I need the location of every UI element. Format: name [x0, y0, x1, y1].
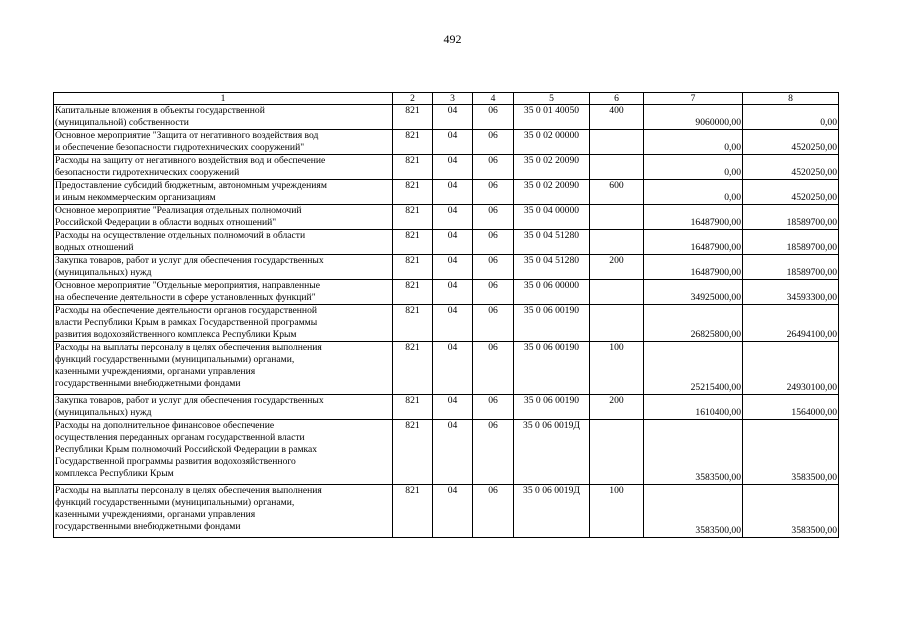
column-header-4: 4	[473, 93, 514, 105]
row-expense-type-cell	[590, 305, 644, 342]
row-amount-col8-cell: 4520250,00	[743, 130, 839, 155]
row-target-article-cell: 35 0 06 0019Д	[514, 420, 590, 485]
table-row	[54, 255, 839, 280]
row-name-cell: Закупка товаров, работ и услуг для обеспечения государственных (муниципальных) нужд	[54, 395, 393, 420]
row-target-article-cell: 35 0 04 51280	[514, 255, 590, 280]
row-amount-col7-cell: 0,00	[644, 130, 743, 155]
row-subsection-cell: 06	[473, 280, 514, 305]
row-section-cell: 04	[433, 205, 473, 230]
row-gr-code-cell: 821	[393, 395, 433, 420]
row-amount-col8-cell: 24930100,00	[743, 342, 839, 395]
row-amount-col7-cell: 34925000,00	[644, 280, 743, 305]
row-section-cell: 04	[433, 485, 473, 538]
row-amount-col7-cell: 16487900,00	[644, 230, 743, 255]
row-name-cell: Капитальные вложения в объекты государственной (муниципальной) собственности	[54, 105, 393, 130]
column-header-2: 2	[393, 93, 433, 105]
row-amount-col7-cell: 9060000,00	[644, 105, 743, 130]
row-subsection-cell: 06	[473, 180, 514, 205]
row-gr-code-cell: 821	[393, 255, 433, 280]
table-body	[54, 105, 839, 538]
row-amount-col7-cell: 3583500,00	[644, 420, 743, 485]
row-name-cell: Основное мероприятие "Защита от негативного воздействия вод и обеспечение безопасности гидротехнических сооружений"	[54, 130, 393, 155]
row-subsection-cell: 06	[473, 130, 514, 155]
table-row	[54, 155, 839, 180]
table-row	[54, 305, 839, 342]
row-expense-type-cell	[590, 280, 644, 305]
row-expense-type-cell	[590, 130, 644, 155]
row-amount-col8-cell: 4520250,00	[743, 180, 839, 205]
row-name-cell: Расходы на осуществление отдельных полномочий в области водных отношений	[54, 230, 393, 255]
row-section-cell: 04	[433, 420, 473, 485]
row-expense-type-cell	[590, 230, 644, 255]
row-expense-type-cell	[590, 420, 644, 485]
column-header-3: 3	[433, 93, 473, 105]
row-gr-code-cell: 821	[393, 342, 433, 395]
row-target-article-cell: 35 0 02 00000	[514, 130, 590, 155]
column-header-7: 7	[644, 93, 743, 105]
row-gr-code-cell: 821	[393, 230, 433, 255]
row-gr-code-cell: 821	[393, 305, 433, 342]
row-expense-type-cell: 600	[590, 180, 644, 205]
row-expense-type-cell: 100	[590, 485, 644, 538]
row-target-article-cell: 35 0 04 51280	[514, 230, 590, 255]
row-subsection-cell: 06	[473, 420, 514, 485]
row-name-cell: Расходы на дополнительное финансовое обеспечение осуществления переданных органам государственной власти Республики Крым полномочий Российской Федерации в рамках Государственной программы развития водохозяйственного комплекса Республики Крым	[54, 420, 393, 485]
row-expense-type-cell: 100	[590, 342, 644, 395]
table-row	[54, 420, 839, 485]
row-amount-col8-cell: 3583500,00	[743, 485, 839, 538]
row-subsection-cell: 06	[473, 305, 514, 342]
row-amount-col7-cell: 0,00	[644, 180, 743, 205]
row-subsection-cell: 06	[473, 105, 514, 130]
row-target-article-cell: 35 0 06 00190	[514, 342, 590, 395]
column-header-1: 1	[54, 93, 393, 105]
row-subsection-cell: 06	[473, 342, 514, 395]
row-name-cell: Расходы на выплаты персоналу в целях обеспечения выполнения функций государственными (муниципальными) органами, казенными учреждениями, органами управления государственными внебюджетными фондами	[54, 485, 393, 538]
row-target-article-cell: 35 0 04 00000	[514, 205, 590, 230]
row-section-cell: 04	[433, 342, 473, 395]
row-amount-col7-cell: 16487900,00	[644, 255, 743, 280]
row-expense-type-cell: 200	[590, 395, 644, 420]
row-amount-col8-cell: 26494100,00	[743, 305, 839, 342]
row-subsection-cell: 06	[473, 155, 514, 180]
row-expense-type-cell	[590, 205, 644, 230]
row-gr-code-cell: 821	[393, 105, 433, 130]
row-section-cell: 04	[433, 395, 473, 420]
row-target-article-cell: 35 0 06 0019Д	[514, 485, 590, 538]
row-name-cell: Основное мероприятие "Реализация отдельных полномочий Российской Федерации в области водных отношений"	[54, 205, 393, 230]
row-section-cell: 04	[433, 105, 473, 130]
row-amount-col8-cell: 3583500,00	[743, 420, 839, 485]
row-target-article-cell: 35 0 06 00190	[514, 305, 590, 342]
row-name-cell: Основное мероприятие "Отдельные мероприятия, направленные на обеспечение деятельности в сфере установленных функций"	[54, 280, 393, 305]
row-section-cell: 04	[433, 180, 473, 205]
row-amount-col8-cell: 18589700,00	[743, 255, 839, 280]
row-section-cell: 04	[433, 130, 473, 155]
row-amount-col8-cell: 0,00	[743, 105, 839, 130]
page-number: 492	[443, 32, 462, 46]
row-gr-code-cell: 821	[393, 280, 433, 305]
row-target-article-cell: 35 0 02 20090	[514, 180, 590, 205]
row-amount-col8-cell: 4520250,00	[743, 155, 839, 180]
column-header-8: 8	[743, 93, 839, 105]
row-amount-col8-cell: 18589700,00	[743, 230, 839, 255]
table-row	[54, 130, 839, 155]
row-gr-code-cell: 821	[393, 130, 433, 155]
row-target-article-cell: 35 0 06 00190	[514, 395, 590, 420]
row-name-cell: Закупка товаров, работ и услуг для обеспечения государственных (муниципальных) нужд	[54, 255, 393, 280]
row-subsection-cell: 06	[473, 230, 514, 255]
row-amount-col7-cell: 0,00	[644, 155, 743, 180]
row-section-cell: 04	[433, 255, 473, 280]
row-subsection-cell: 06	[473, 485, 514, 538]
row-subsection-cell: 06	[473, 395, 514, 420]
row-amount-col8-cell: 18589700,00	[743, 205, 839, 230]
row-section-cell: 04	[433, 230, 473, 255]
row-name-cell: Предоставление субсидий бюджетным, автономным учреждениям и иным некоммерческим организациям	[54, 180, 393, 205]
row-name-cell: Расходы на защиту от негативного воздействия вод и обеспечение безопасности гидротехнических сооружений	[54, 155, 393, 180]
row-amount-col7-cell: 25215400,00	[644, 342, 743, 395]
row-amount-col8-cell: 34593300,00	[743, 280, 839, 305]
row-target-article-cell: 35 0 02 20090	[514, 155, 590, 180]
table-header-row	[54, 93, 839, 105]
row-amount-col7-cell: 16487900,00	[644, 205, 743, 230]
row-expense-type-cell: 200	[590, 255, 644, 280]
column-header-6: 6	[590, 93, 644, 105]
row-gr-code-cell: 821	[393, 155, 433, 180]
table-row	[54, 105, 839, 130]
table-row	[54, 395, 839, 420]
row-gr-code-cell: 821	[393, 420, 433, 485]
row-name-cell: Расходы на выплаты персоналу в целях обеспечения выполнения функций государственными (муниципальными) органами, казенными учреждениями, органами управления государственными внебюджетными фондами	[54, 342, 393, 395]
row-amount-col7-cell: 1610400,00	[644, 395, 743, 420]
row-subsection-cell: 06	[473, 255, 514, 280]
row-section-cell: 04	[433, 155, 473, 180]
column-header-5: 5	[514, 93, 590, 105]
row-gr-code-cell: 821	[393, 205, 433, 230]
row-expense-type-cell	[590, 155, 644, 180]
table-row	[54, 280, 839, 305]
row-target-article-cell: 35 0 06 00000	[514, 280, 590, 305]
row-section-cell: 04	[433, 305, 473, 342]
row-amount-col7-cell: 3583500,00	[644, 485, 743, 538]
table-row	[54, 342, 839, 395]
table-row	[54, 230, 839, 255]
table-row	[54, 205, 839, 230]
row-name-cell: Расходы на обеспечение деятельности органов государственной власти Республики Крым в рамках Государственной программы развития водохозяйственного комплекса Республики Крым	[54, 305, 393, 342]
row-gr-code-cell: 821	[393, 180, 433, 205]
row-expense-type-cell: 400	[590, 105, 644, 130]
table-row	[54, 180, 839, 205]
budget-table	[53, 92, 839, 538]
row-amount-col7-cell: 26825800,00	[644, 305, 743, 342]
row-gr-code-cell: 821	[393, 485, 433, 538]
row-subsection-cell: 06	[473, 205, 514, 230]
table-row	[54, 485, 839, 538]
row-target-article-cell: 35 0 01 40050	[514, 105, 590, 130]
row-section-cell: 04	[433, 280, 473, 305]
row-amount-col8-cell: 1564000,00	[743, 395, 839, 420]
